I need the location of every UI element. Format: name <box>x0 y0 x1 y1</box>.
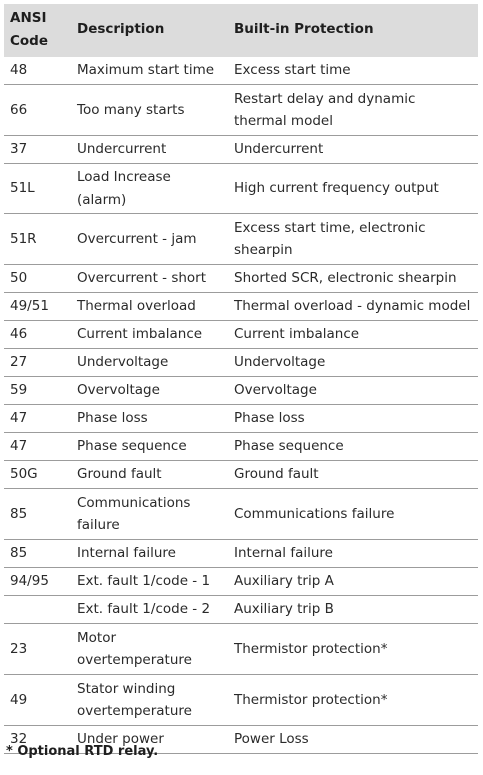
cell-description: Load Increase (alarm) <box>77 169 171 208</box>
cell-code: 51L <box>10 180 35 197</box>
cell-protection: Ground fault <box>234 466 319 483</box>
cell-protection: Auxiliary trip B <box>234 601 334 618</box>
cell-description: Ext. fault 1/code - 1 <box>77 573 211 590</box>
table-row <box>4 57 478 85</box>
header-built-in-protection: Built-in Protection <box>234 21 374 38</box>
header-description: Description <box>77 21 165 38</box>
table-header-row <box>4 4 478 57</box>
cell-description: Undercurrent <box>77 141 167 158</box>
header-ansi-code <box>4 4 71 57</box>
cell-protection: Undercurrent <box>234 141 324 158</box>
cell-code: 59 <box>10 382 28 399</box>
cell-protection: Undervoltage <box>234 354 326 371</box>
cell-code: 50 <box>10 270 28 287</box>
cell-code: 66 <box>10 101 28 118</box>
footnote: * Optional RTD relay. <box>6 744 159 759</box>
table-row <box>4 377 478 405</box>
table-row <box>4 596 478 624</box>
cell-code: 94/95 <box>10 573 49 590</box>
table-row <box>4 540 478 568</box>
cell-protection: Shorted SCR, electronic shearpin <box>234 270 457 287</box>
cell-protection: Thermistor protection* <box>234 640 388 657</box>
cell-protection: Current imbalance <box>234 326 360 343</box>
cell-protection: Communications failure <box>234 505 395 522</box>
cell-protection: Phase sequence <box>234 438 344 455</box>
cell-description: Maximum start time <box>77 62 215 79</box>
cell-protection: Thermal overload - dynamic model <box>234 298 471 315</box>
cell-code: 47 <box>10 410 28 427</box>
cell-protection: Auxiliary trip A <box>234 573 334 590</box>
table-row <box>4 214 478 265</box>
table-row <box>4 265 478 293</box>
cell-description: Overvoltage <box>77 382 160 399</box>
cell-code <box>4 596 71 624</box>
cell-description: Ext. fault 1/code - 2 <box>77 601 211 618</box>
table-row <box>4 433 478 461</box>
cell-code: 51R <box>10 230 37 247</box>
table-row <box>4 461 478 489</box>
cell-description: Current imbalance <box>77 326 203 343</box>
table-row <box>4 164 478 214</box>
table-row <box>4 321 478 349</box>
cell-code: 49 <box>10 691 28 708</box>
cell-protection: Phase loss <box>234 410 305 427</box>
table-row <box>4 675 478 726</box>
cell-description: Ground fault <box>77 466 162 483</box>
table-row <box>4 349 478 377</box>
cell-description: Too many starts <box>77 101 185 118</box>
cell-protection: Excess start time, electronic shearpin <box>234 219 426 258</box>
ansi-protection-table <box>4 4 478 754</box>
cell-description: Internal failure <box>77 545 176 562</box>
cell-protection: High current frequency output <box>234 180 439 197</box>
cell-protection: Power Loss <box>234 731 309 748</box>
cell-description: Overcurrent - jam <box>77 230 197 247</box>
table-row <box>4 136 478 164</box>
cell-description: Phase sequence <box>77 438 187 455</box>
cell-description: Undervoltage <box>77 354 169 371</box>
cell-code: 85 <box>10 545 28 562</box>
header-ansi-code-line2: Code <box>10 32 49 49</box>
cell-code: 23 <box>10 640 28 657</box>
cell-protection: Overvoltage <box>234 382 317 399</box>
cell-code: 85 <box>10 505 28 522</box>
table-row <box>4 293 478 321</box>
cell-protection: Internal failure <box>234 545 333 562</box>
cell-description: Phase loss <box>77 410 148 427</box>
cell-protection: Excess start time <box>234 62 351 79</box>
table-row <box>4 85 478 136</box>
cell-description: Under power <box>77 731 164 748</box>
cell-code: 50G <box>10 466 38 483</box>
cell-code: 47 <box>10 438 28 455</box>
cell-description: Thermal overload <box>77 298 196 315</box>
cell-code: 49/51 <box>10 298 49 315</box>
cell-protection: Thermistor protection* <box>234 691 388 708</box>
cell-code: 37 <box>10 141 28 158</box>
cell-description: Overcurrent - short <box>77 270 207 287</box>
cell-description: Stator winding overtemperature <box>77 680 192 719</box>
cell-protection: Restart delay and dynamic thermal model <box>234 90 416 129</box>
table-row <box>4 489 478 540</box>
cell-description: Communications failure <box>77 494 191 533</box>
header-ansi-code-line1: ANSI <box>10 10 47 26</box>
cell-description: Motor overtemperature <box>77 629 192 668</box>
cell-code: 46 <box>10 326 28 343</box>
table-row <box>4 624 478 675</box>
table-row <box>4 405 478 433</box>
cell-code: 32 <box>10 731 28 748</box>
table-row <box>4 568 478 596</box>
cell-code: 27 <box>10 354 28 371</box>
cell-code: 48 <box>10 62 28 79</box>
